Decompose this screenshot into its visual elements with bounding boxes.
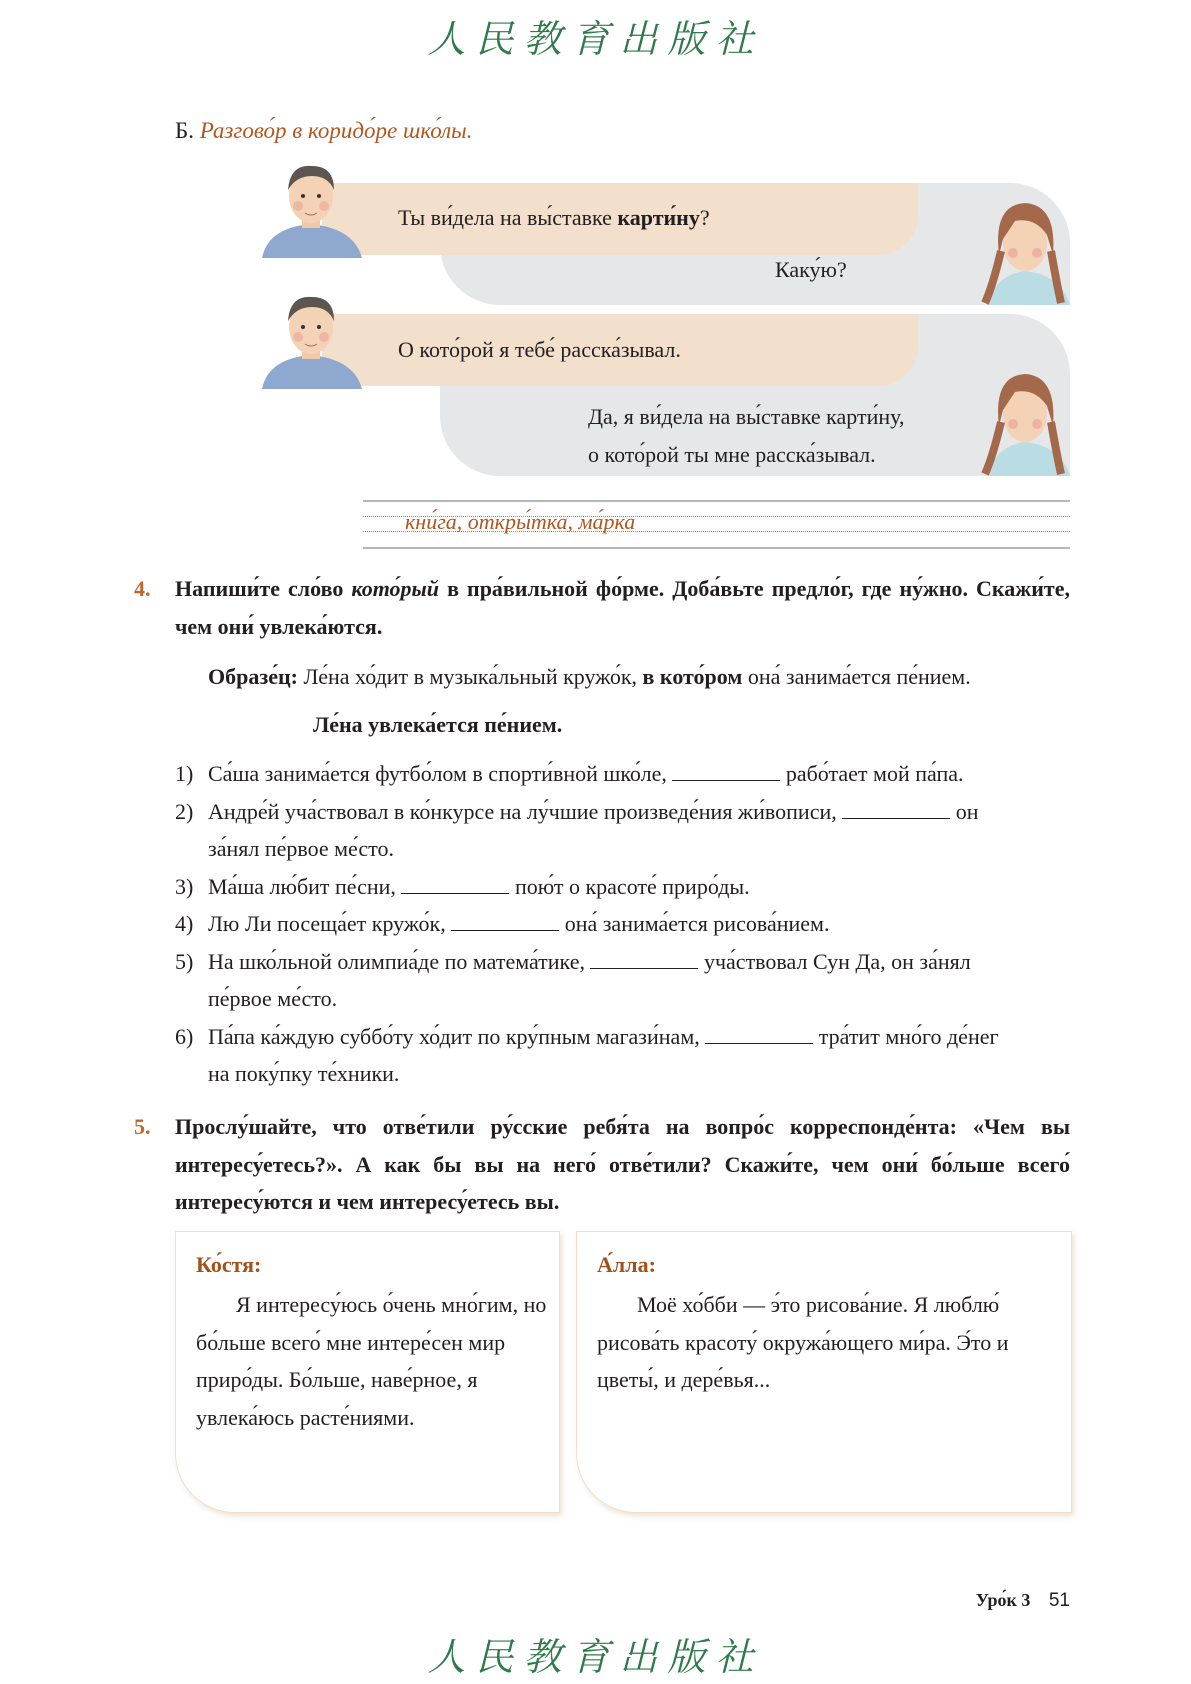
divider	[363, 547, 1070, 549]
substitution-words: кни́га, откры́тка, ма́рка	[405, 509, 636, 534]
list-item: 2) Андре́й уча́ствовал в ко́нкурсе на лу́чшие произведе́ния жи́вописи, он за́нял пе́рвое ме́сто.	[175, 798, 979, 861]
task-number: 4.	[134, 576, 151, 601]
girl-line-2: Да, я ви́дела на вы́ставке карти́ну, о кото́рой ты мне расска́зывал.	[588, 404, 905, 467]
answer-blank[interactable]	[451, 912, 559, 931]
list-item: 3) Ма́ша лю́бит пе́сни, пою́т о красоте́ приро́ды.	[175, 873, 750, 899]
task-instruction: Напиши́те сло́во кото́рый в пра́вильной фо́рме. Доба́вьте предло́г, где ну́жно. Скажи́те, чем они́ увлека́ются.	[175, 576, 1070, 639]
answer-blank[interactable]	[842, 800, 950, 819]
lesson-label: Уро́к 3	[975, 1590, 1031, 1610]
publisher-logo: 人民教育出版社	[427, 17, 764, 61]
exercise-list	[175, 755, 1070, 1093]
section-heading	[175, 118, 473, 144]
card-name: Ко́стя:	[196, 1252, 262, 1277]
girl-illustration	[975, 366, 1070, 476]
girl-illustration	[975, 195, 1070, 305]
girl-line-1: Каку́ю?	[775, 257, 847, 282]
card-text: Я интересу́юсь о́чень мно́гим, но бо́льше всего́ мне интере́сен мир приро́ды. Бо́льше, наве́рное, я увлека́юсь расте́ниями.	[196, 1292, 547, 1430]
answer-blank[interactable]	[705, 1025, 813, 1044]
card-text: Моё хо́бби — э́то рисова́ние. Я люблю́ рисова́ть красоту́ окружа́ющего ми́ра. Э́то и цветы́, и дере́вья...	[597, 1292, 1009, 1392]
answer-blank[interactable]	[401, 875, 509, 894]
page-footer	[976, 1590, 1070, 1612]
answer-blank[interactable]	[590, 950, 698, 969]
boy-illustration	[260, 158, 364, 258]
list-item: 5) На шко́льной олимпиа́де по матема́тике, уча́ствовал Сун Да, он за́нял пе́рвое ме́сто.	[175, 948, 971, 1011]
boy-bubble-2	[322, 314, 918, 386]
section-letter: Б.	[175, 118, 194, 143]
list-item: 6) Па́па ка́ждую суббо́ту хо́дит по кру́пным магази́нам, тра́тит мно́го де́нег на поку́пку те́хники.	[175, 1023, 999, 1086]
publisher-logo: 人民教育出版社	[427, 1635, 764, 1679]
task-instruction: Прослу́шайте, что отве́тили ру́сские ребя́та на вопро́с корреспонде́нта: «Чем вы интересу́етесь?». А как бы вы на него́ отве́тили? Скажи́те, чем они́ бо́льше всего́ интересу́ются и чем интересу́етесь вы.	[175, 1114, 1070, 1214]
boy-bubble-1	[322, 183, 918, 255]
page-number: 51	[1048, 1590, 1070, 1611]
boy-line-2: О кото́рой я тебе́ расска́зывал.	[398, 337, 681, 362]
sample: Образе́ц: Ле́на хо́дит в музыка́льный кружо́к, в кото́ром она́ занима́ется пе́нием.	[208, 664, 971, 689]
answer-card-alla	[576, 1231, 1072, 1513]
boy-illustration	[260, 289, 364, 389]
section-title: Разгово́р в коридо́ре шко́лы.	[199, 118, 473, 143]
list-item: 4) Лю Ли посеща́ет кружо́к, она́ занима́ется рисова́нием.	[175, 911, 830, 936]
divider	[363, 500, 1070, 502]
sample-answer: Ле́на увлека́ется пе́нием.	[313, 712, 563, 737]
task-number: 5.	[134, 1114, 151, 1139]
card-name: А́лла:	[597, 1252, 656, 1277]
answer-blank[interactable]	[672, 762, 780, 781]
boy-line-1: Ты ви́дела на вы́ставке карти́ну?	[398, 205, 710, 230]
list-item: 1) Са́ша занима́ется футбо́лом в спорти́вной шко́ле, рабо́тает мой па́па.	[175, 761, 964, 786]
answer-card-kostya	[175, 1231, 560, 1513]
